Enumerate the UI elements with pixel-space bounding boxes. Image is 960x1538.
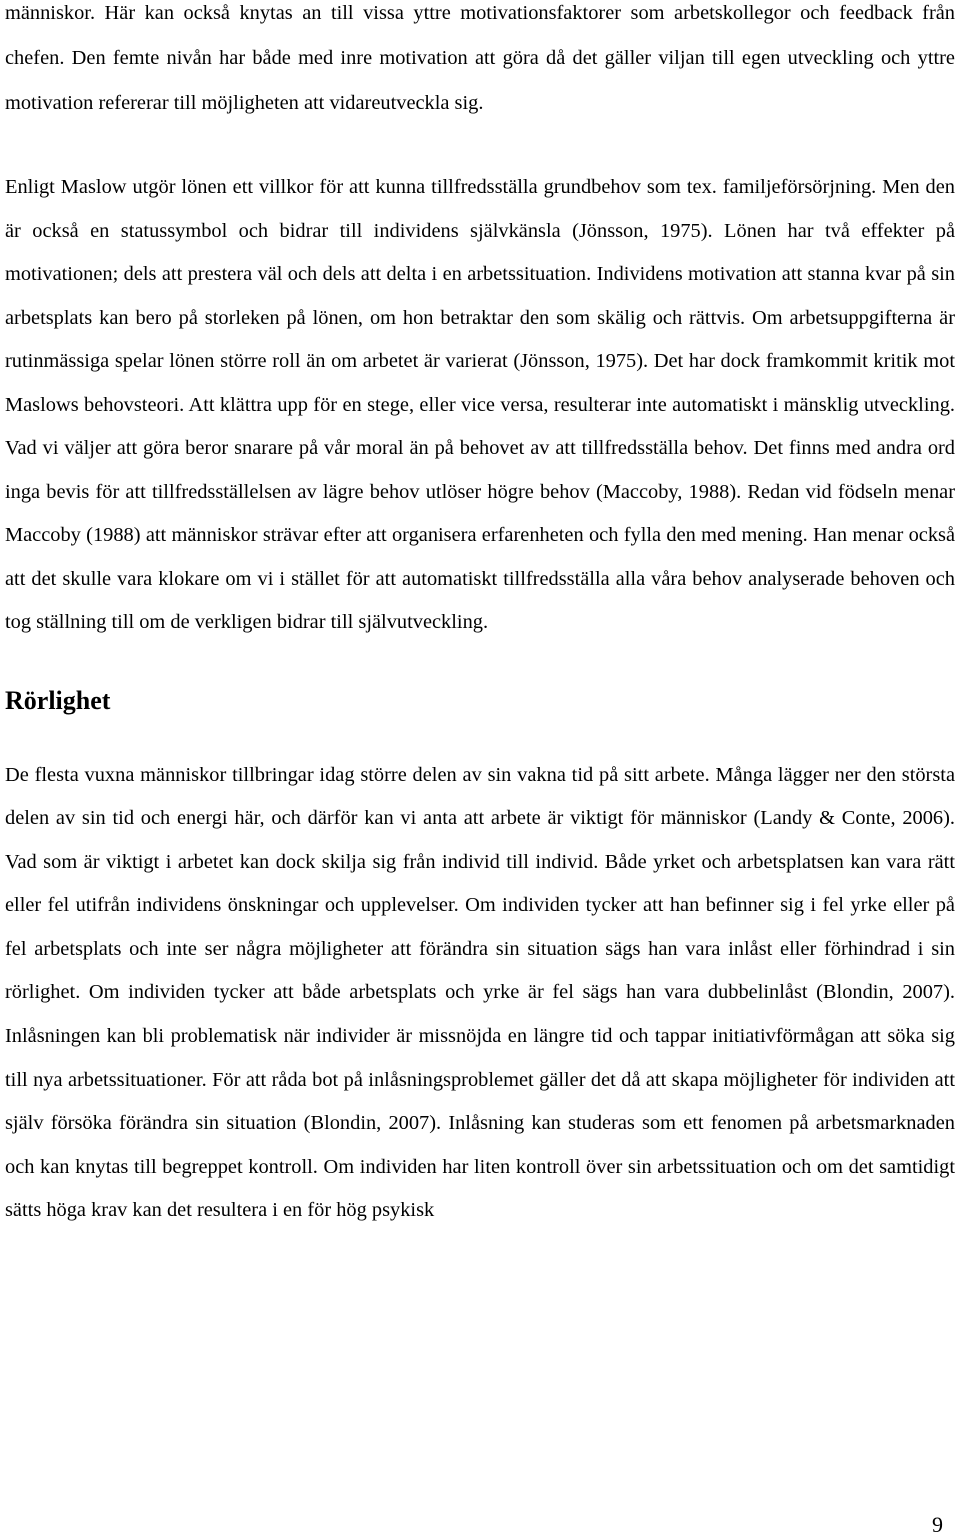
body-paragraph-motivation: människor. Här kan också knytas an till vissa yttre motivationsfaktorer som arbetskollegor och feedback från chefen. Den femte nivån har både med inre motivation att göra då det gäller viljan till egen utveckling och yttre motivation refererar till möjligheten att vidareutveckla sig. — [5, 2, 955, 114]
section-heading: Rörlighet — [5, 685, 111, 715]
document-page — [5, 0, 955, 1233]
body-paragraph-rorlighet: De flesta vuxna människor tillbringar idag större delen av sin vakna tid på sitt arbete. Många lägger ner den största delen av sin tid och energi här, och därför kan vi anta att arbete är viktigt för människor (Landy & Conte, 2006). Vad som är viktigt i arbetet kan dock skilja sig från individ till individ. Både yrket och arbetsplatsen kan vara rätt eller fel utifrån individens önskningar och upplevelser. Om individen tycker att han befinner sig i fel yrke eller på fel arbetsplats och inte ser några möjligheter att förändra sin situation sägs han vara inlåst eller förhindrad i sin rörlighet. Om individen tycker att både arbetsplats och yrke är fel sägs han vara dubbelinlåst (Blondin, 2007). Inlåsningen kan bli problematisk när individer är missnöjda en längre tid och tappar initiativförmågan att söka sig till nya arbetssituationer. För att råda bot på inlåsningsproblemet gäller det då att skapa möjligheter för individen att själv försöka förändra sin situation (Blondin, 2007). Inlåsning kan studeras som ett fenomen på arbetsmarknaden och kan knytas till begreppet kontroll. Om individen har liten kontroll över sin arbetssituation och om det samtidigt sätts höga krav kan det resultera i en för hög psykisk — [5, 763, 955, 1222]
page-number: 9 — [932, 1512, 943, 1537]
body-paragraph-maslow-salary: Enligt Maslow utgör lönen ett villkor för att kunna tillfredsställa grundbehov som tex. familjeförsörjning. Men den är också en statussymbol och bidrar till individens självkänsla (Jönsson, 1975). Lönen har två effekter på motivationen; dels att prestera väl och dels att delta i en arbetssituation. Individens motivation att stanna kvar på sin arbetsplats kan bero på storleken på lönen, om hon betraktar den som skälig och rättvis. Om arbetsuppgifterna är rutinmässiga spelar lönen större roll än om arbetet är varierat (Jönsson, 1975). Det har dock framkommit kritik mot Maslows behovsteori. Att klättra upp för en stege, eller vice versa, resulterar inte automatiskt i mänsklig utveckling. Vad vi väljer att göra beror snarare på vår moral än på behovet av att tillfredsställa behov. Det finns med andra ord inga bevis för att tillfredsställelsen av lägre behov utlöser högre behov (Maccoby, 1988). Redan vid födseln menar Maccoby (1988) att människor strävar efter att organisera erfarenheten och fylla den med mening. Han menar också att det skulle vara klokare om vi i stället för att automatiskt tillfredsställa alla våra behov analyserade behoven och tog ställning till om de verkligen bidrar till självutveckling. — [5, 176, 955, 633]
